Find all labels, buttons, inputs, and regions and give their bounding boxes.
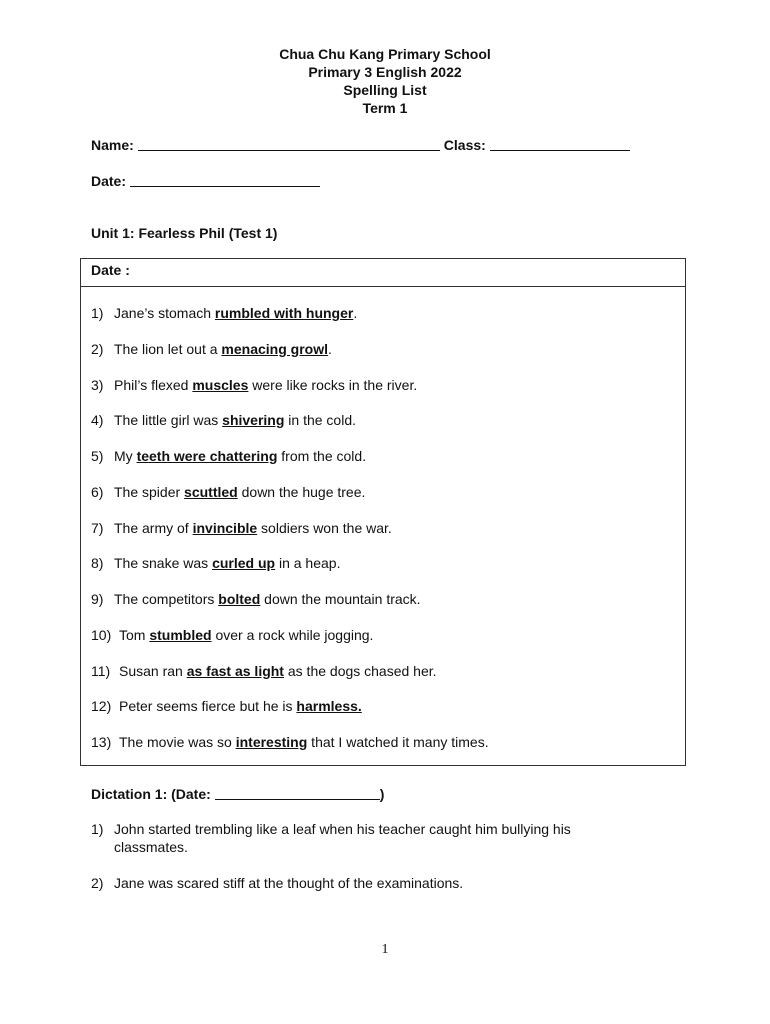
spelling-word: rumbled with hunger <box>214 305 354 321</box>
sentence-number: 11) <box>91 662 111 679</box>
spelling-sentence <box>91 591 421 607</box>
dictation-heading <box>91 785 384 802</box>
sentence-text: Phil’s flexed <box>114 376 193 393</box>
sentence-number: 13) <box>91 734 112 750</box>
sentence-text: Peter seems fierce but he is <box>119 698 297 715</box>
dictation-item <box>91 820 634 856</box>
sentence-number: 7) <box>91 519 104 536</box>
sentence-number: 10) <box>91 626 112 643</box>
spelling-word: as fast as light <box>186 662 284 679</box>
sentence-text-end: in the cold. <box>284 412 357 429</box>
school-name: Chua Chu Kang Primary School <box>279 46 491 62</box>
spelling-word: stumbled <box>149 626 212 643</box>
spelling-sentence <box>91 734 489 750</box>
dictation-item-text: Jane was scared stiff at the thought of the examinations. <box>114 875 464 891</box>
sentence-text: Tom <box>119 626 150 643</box>
spelling-word: menacing growl <box>221 340 328 357</box>
sentence-text: The army of <box>114 519 193 536</box>
sentence-text: The lion let out a <box>114 340 222 357</box>
sentence-text: The little girl was <box>114 412 223 429</box>
sentence-text: Jane’s stomach <box>114 305 215 321</box>
name-class-row <box>91 136 634 153</box>
spelling-sentence <box>91 412 356 428</box>
dictation-heading-label: Dictation 1: (Date: <box>91 786 211 802</box>
sentence-text-end: that I watched it many times. <box>307 734 489 750</box>
unit-heading: Unit 1: Fearless Phil (Test 1) <box>91 225 278 241</box>
sentence-number: 6) <box>91 483 104 500</box>
spelling-sentence <box>91 627 373 643</box>
sentence-text: The spider <box>114 483 185 500</box>
dictation-heading-close: ) <box>379 786 385 802</box>
spelling-sentence <box>91 555 340 571</box>
name-blank[interactable] <box>138 136 440 151</box>
sentence-text-end: from the cold. <box>277 448 367 464</box>
sentence-text: The movie was so <box>119 734 236 750</box>
date-label: Date: <box>91 173 127 189</box>
sentence-number: 9) <box>91 591 104 607</box>
sentence-number: 5) <box>91 448 104 464</box>
sentence-text-end: down the huge tree. <box>237 483 366 500</box>
dictation-item-text: John started trembling like a leaf when his teacher caught him bullying his classmates. <box>114 821 571 855</box>
spelling-sentence <box>91 484 365 500</box>
sentence-text: Susan ran <box>119 662 187 679</box>
term-label: Term 1 <box>362 100 408 116</box>
class-label: Class: <box>443 137 486 153</box>
list-title: Spelling List <box>343 82 427 98</box>
spelling-sentence <box>91 305 357 321</box>
sentence-text-end: . <box>353 305 358 321</box>
spelling-sentence <box>91 520 392 536</box>
spelling-sentence <box>91 663 437 679</box>
spelling-table <box>80 258 686 766</box>
spelling-sentence <box>91 341 332 357</box>
dictation-item-number: 1) <box>91 821 104 837</box>
sentence-text-end: . <box>327 340 332 357</box>
spelling-sentence <box>91 377 417 393</box>
sentence-text-end: were like rocks in the river. <box>248 376 418 393</box>
class-blank[interactable] <box>490 136 630 151</box>
spelling-word: bolted <box>218 591 261 607</box>
spelling-word: curled up <box>212 555 276 572</box>
sentence-text: The snake was <box>114 555 213 572</box>
dictation-date-blank[interactable] <box>215 785 380 800</box>
subject-title: Primary 3 English 2022 <box>308 64 462 80</box>
spelling-word: harmless. <box>296 698 362 715</box>
sentence-text-end: over a rock while jogging. <box>211 626 374 643</box>
dictation-item-number: 2) <box>91 875 104 891</box>
sentence-number: 12) <box>91 698 112 715</box>
spelling-word: invincible <box>192 519 258 536</box>
dictation-item <box>91 874 634 892</box>
page-number: 1 <box>381 942 389 957</box>
sentence-number: 1) <box>91 305 104 321</box>
sentence-number: 3) <box>91 376 104 393</box>
date-blank[interactable] <box>130 172 320 187</box>
sentence-text-end: down the mountain track. <box>260 591 421 607</box>
name-label: Name: <box>91 137 134 153</box>
sentence-text: My <box>114 448 137 464</box>
sentence-number: 8) <box>91 555 104 572</box>
sentence-text-end: in a heap. <box>275 555 341 572</box>
spelling-word: shivering <box>222 412 285 429</box>
spelling-sentence <box>91 698 362 714</box>
sentence-number: 4) <box>91 412 104 429</box>
table-date-label: Date : <box>81 259 685 287</box>
document-header <box>0 45 770 117</box>
spelling-word: scuttled <box>184 483 238 500</box>
date-row <box>91 172 324 189</box>
spelling-word: interesting <box>235 734 308 750</box>
spelling-sentence <box>91 448 366 464</box>
sentence-text: The competitors <box>114 591 219 607</box>
spelling-word: muscles <box>192 376 249 393</box>
sentence-number: 2) <box>91 340 104 357</box>
sentence-text-end: as the dogs chased her. <box>283 662 437 679</box>
spelling-word: teeth were chattering <box>136 448 278 464</box>
sentence-text-end: soldiers won the war. <box>257 519 392 536</box>
